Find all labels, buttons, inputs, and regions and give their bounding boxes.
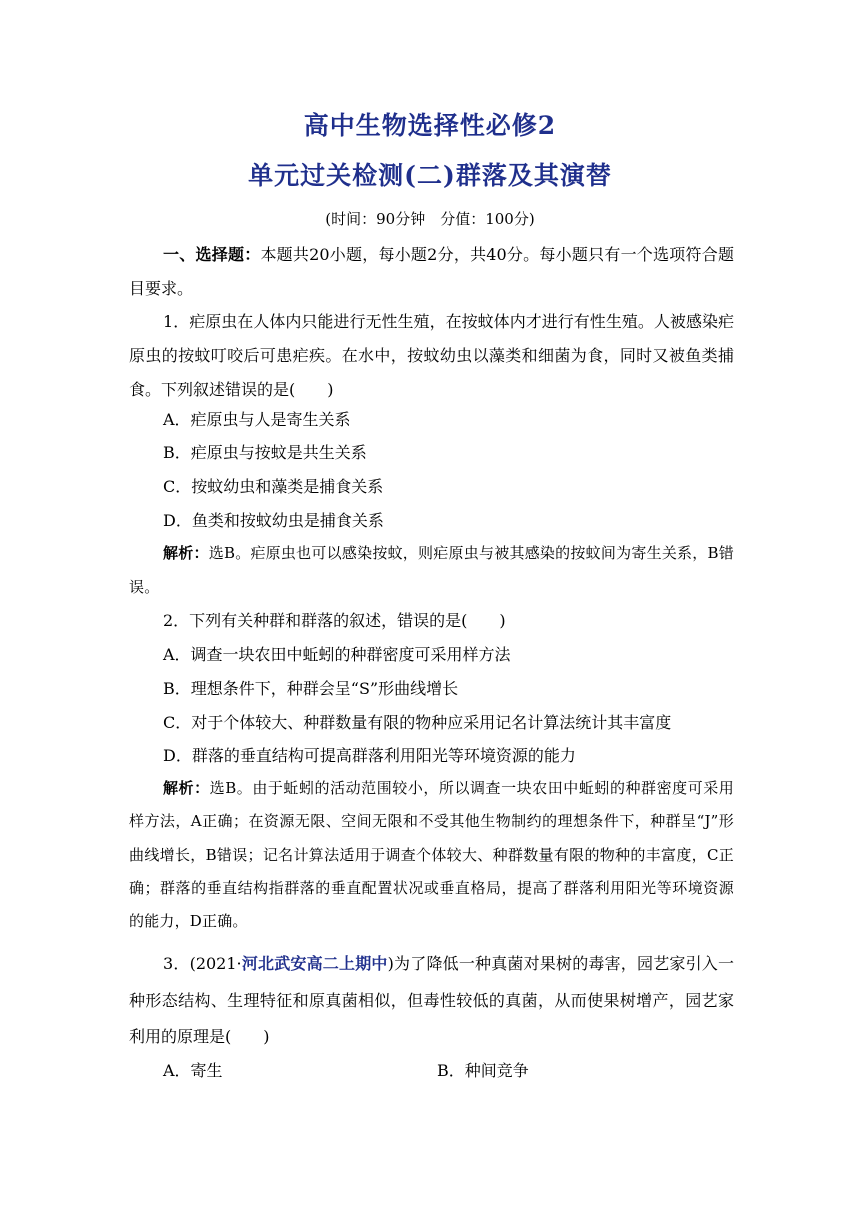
question-3-stem-text: )为了降低一种真菌对果树的毒害，园艺家引入一种形态结构、生理特征和原真菌相似，但毒性较低的真菌，从而使果树增产，园艺家利用的原理是( ): [129, 954, 734, 1046]
question-3-number: 3．(2021·: [163, 954, 242, 973]
question-2-option-c: C．对于个体较大、种群数量有限的物种应采用记名计算法统计其丰富度: [163, 713, 672, 732]
question-1-option-c: C．按蚊幼虫和藻类是捕食关系: [163, 477, 384, 496]
question-2-stem: 2．下列有关种群和群落的叙述，错误的是( ): [163, 611, 506, 630]
document-subtitle: 单元过关检测(二)群落及其演替: [248, 161, 612, 190]
question-3-stem: [129, 946, 734, 1056]
question-3-option-a: A．寄生: [163, 1061, 223, 1080]
question-2-analysis: [129, 772, 734, 938]
question-2-option-b: B．理想条件下，种群会呈“S”形曲线增长: [163, 679, 459, 698]
analysis-text: 选B。疟原虫也可以感染按蚊，则疟原虫与被其感染的按蚊间为寄生关系，B错误。: [129, 544, 734, 596]
section-instructions-text: 本题共20小题，每小题2分，共40分。每小题只有一个选项符合题目要求。: [129, 245, 734, 298]
question-1-stem: 1．疟原虫在人体内只能进行无性生殖，在按蚊体内才进行有性生殖。人被感染疟原虫的按蚊叮咬后可患疟疾。在水中，按蚊幼虫以藻类和细菌为食，同时又被鱼类捕食。下列叙述错误的是( ): [129, 312, 734, 399]
question-3-source: 河北武安高二上期中: [241, 954, 388, 973]
analysis-label: 解析：: [163, 779, 210, 797]
question-1-analysis: [129, 536, 734, 604]
question-2-option-d: D．群落的垂直结构可提高群落利用阳光等环境资源的能力: [163, 746, 576, 765]
exam-meta: (时间：90分钟 分值：100分): [325, 210, 535, 228]
analysis-label: 解析：: [163, 544, 209, 562]
question-3-option-b: B．种间竞争: [437, 1061, 529, 1080]
section-heading: 一、选择题：: [163, 245, 261, 264]
question-2-option-a: A．调查一块农田中蚯蚓的种群密度可采用样方法: [163, 645, 511, 664]
section-instructions: [129, 238, 734, 306]
question-1-option-d: D．鱼类和按蚊幼虫是捕食关系: [163, 511, 384, 530]
question-1-option-a: A．疟原虫与人是寄生关系: [163, 410, 351, 429]
question-1-option-b: B．疟原虫与按蚊是共生关系: [163, 443, 367, 462]
analysis-text: 选B。由于蚯蚓的活动范围较小，所以调查一块农田中蚯蚓的种群密度可采用样方法，A正确；在资源无限、空间无限和不受其他生物制约的理想条件下，种群呈“J”形曲线增长，B错误；记名计算法适用于调查个体较大、种群数量有限的物种的丰富度，C正确；群落的垂直结构指群落的垂直配置状况或垂直格局，提高了群落利用阳光等环境资源的能力，D正确。: [129, 779, 734, 931]
document-title: 高中生物选择性必修2: [303, 111, 557, 140]
